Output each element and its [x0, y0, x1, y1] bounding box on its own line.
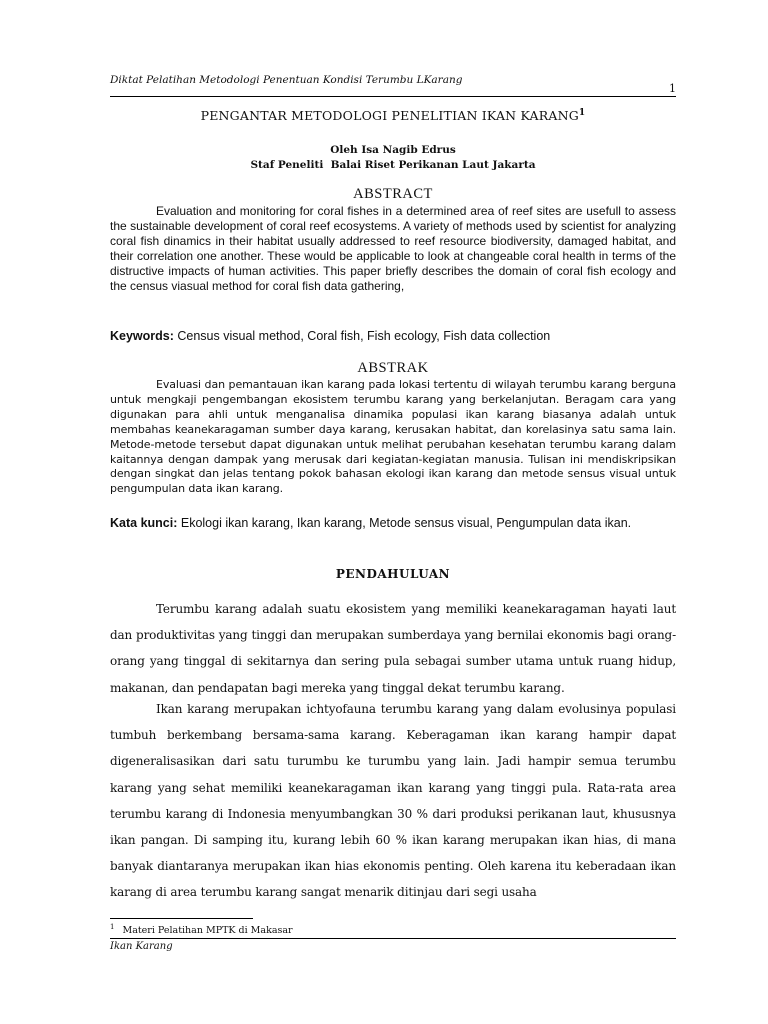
paragraph-2 — [110, 696, 676, 906]
abstrak-body-text: Evaluasi dan pemantauan ikan karang pada lokasi tertentu di wilayah terumbu karang berguna untuk mengkaji pengembangan ekosistem terumbu karang yang berkelanjutan. Beragam cara yang digunakan para ahli untuk menganalisa dinamika populasi ikan karang biasanya adalah untuk membahas keanekaragaman sumber daya karang, kerusakan habitat, dan korelasinya satu sama lain. Metode-metode tersebut dapat digunakan untuk melihat perubahan kesehatan terumbu karang dalam kaitannya dengan dampak yang merusak dari kegiatan-kegiatan manusia. Tulisan ini mendiskripsikan dengan singkat dan jelas tentang pokok bahasan ekologi ikan karang dan metode sensus visual untuk pengumpulan data ikan karang. — [110, 378, 676, 496]
page-number: 1 — [669, 82, 676, 95]
keywords-label: Keywords: — [110, 329, 174, 343]
paragraph-1 — [110, 596, 676, 701]
paragraph-2-text: Ikan karang merupakan ichtyofauna terumbu karang yang dalam evolusinya populasi tumbuh berkembang bersama-sama karang. Keberagaman ikan karang hampir dapat digeneralisasikan dari satu turumbu ke turumbu yang lain. Jadi hampir semua terumbu karang yang sehat memiliki keanekaragaman ikan karang yang tinggi pula. Rata-rata area terumbu karang di Indonesia menyumbangkan 30 % dari produksi perikanan laut, khususnya ikan pangan. Di samping itu, kurang lebih 60 % ikan karang merupakan ikan hias, di mana banyak diantaranya merupakan ikan hias ekonomis penting. Oleh karena itu keberadaan ikan karang di area terumbu karang sangat menarik ditinjau dari segi usaha — [110, 702, 676, 900]
keywords-text: Census visual method, Coral fish, Fish ecology, Fish data collection — [173, 329, 551, 343]
running-title: Diktat Pelatihan Metodologi Penentuan Kondisi Terumbu LKarang — [110, 74, 463, 86]
paragraph-1-text: Terumbu karang adalah suatu ekosistem yang memiliki keanekaragaman hayati laut dan produktivitas yang tinggi dan merupakan sumberdaya yang bernilai ekonomis bagi orang-orang yang tinggal di sekitarnya dan sering pula sebagai sumber utama untuk ruang hidup, makanan, dan pendapatan bagi mereka yang tinggal dekat terumbu karang. — [110, 602, 676, 695]
author-affiliation: Staf Peneliti Balai Riset Perikanan Laut Jakarta — [250, 159, 536, 171]
abstract-heading: ABSTRACT — [353, 186, 433, 202]
footnote — [110, 923, 676, 936]
abstrak-keywords — [110, 516, 676, 530]
running-header — [110, 74, 676, 97]
running-footer: Ikan Karang — [110, 941, 173, 952]
author-name: Oleh Isa Nagib Edrus — [330, 144, 456, 156]
paper-title — [110, 108, 676, 123]
author-block — [110, 143, 676, 173]
section-heading-pendahuluan: PENDAHULUAN — [335, 567, 451, 581]
abstract-body — [110, 204, 676, 294]
footer-divider — [110, 938, 676, 939]
footnote-text: Materi Pelatihan MPTK di Makasar — [122, 925, 293, 937]
paper-title-text: PENGANTAR METODOLOGI PENELITIAN IKAN KARANG — [200, 108, 579, 124]
abstract-body-text: Evaluation and monitoring for coral fishes in a determined area of reef sites are usefull to assess the sustainable development of coral reef ecosystems. A variety of methods used by scientist for analyzing coral fish dinamics in their habitat usually addressed to reef resource biodiversity, damaged habitat, and their correlation one another. These would be applicable to look at changeable coral health in terms of the distructive impacts of human activities. This paper briefly describes the domain of coral fish ecology and the census viasual method for coral fish data gathering, — [110, 204, 676, 293]
abstrak-body — [110, 378, 676, 497]
abstract-keywords — [110, 329, 676, 343]
abstrak-heading: ABSTRAK — [357, 360, 429, 376]
kata-kunci-label: Kata kunci: — [110, 516, 178, 530]
footnote-divider — [110, 918, 253, 919]
title-footnote-mark: 1 — [578, 108, 586, 118]
footnote-mark: 1 — [110, 923, 115, 931]
kata-kunci-text: Ekologi ikan karang, Ikan karang, Metode sensus visual, Pengumpulan data ikan. — [177, 516, 632, 530]
